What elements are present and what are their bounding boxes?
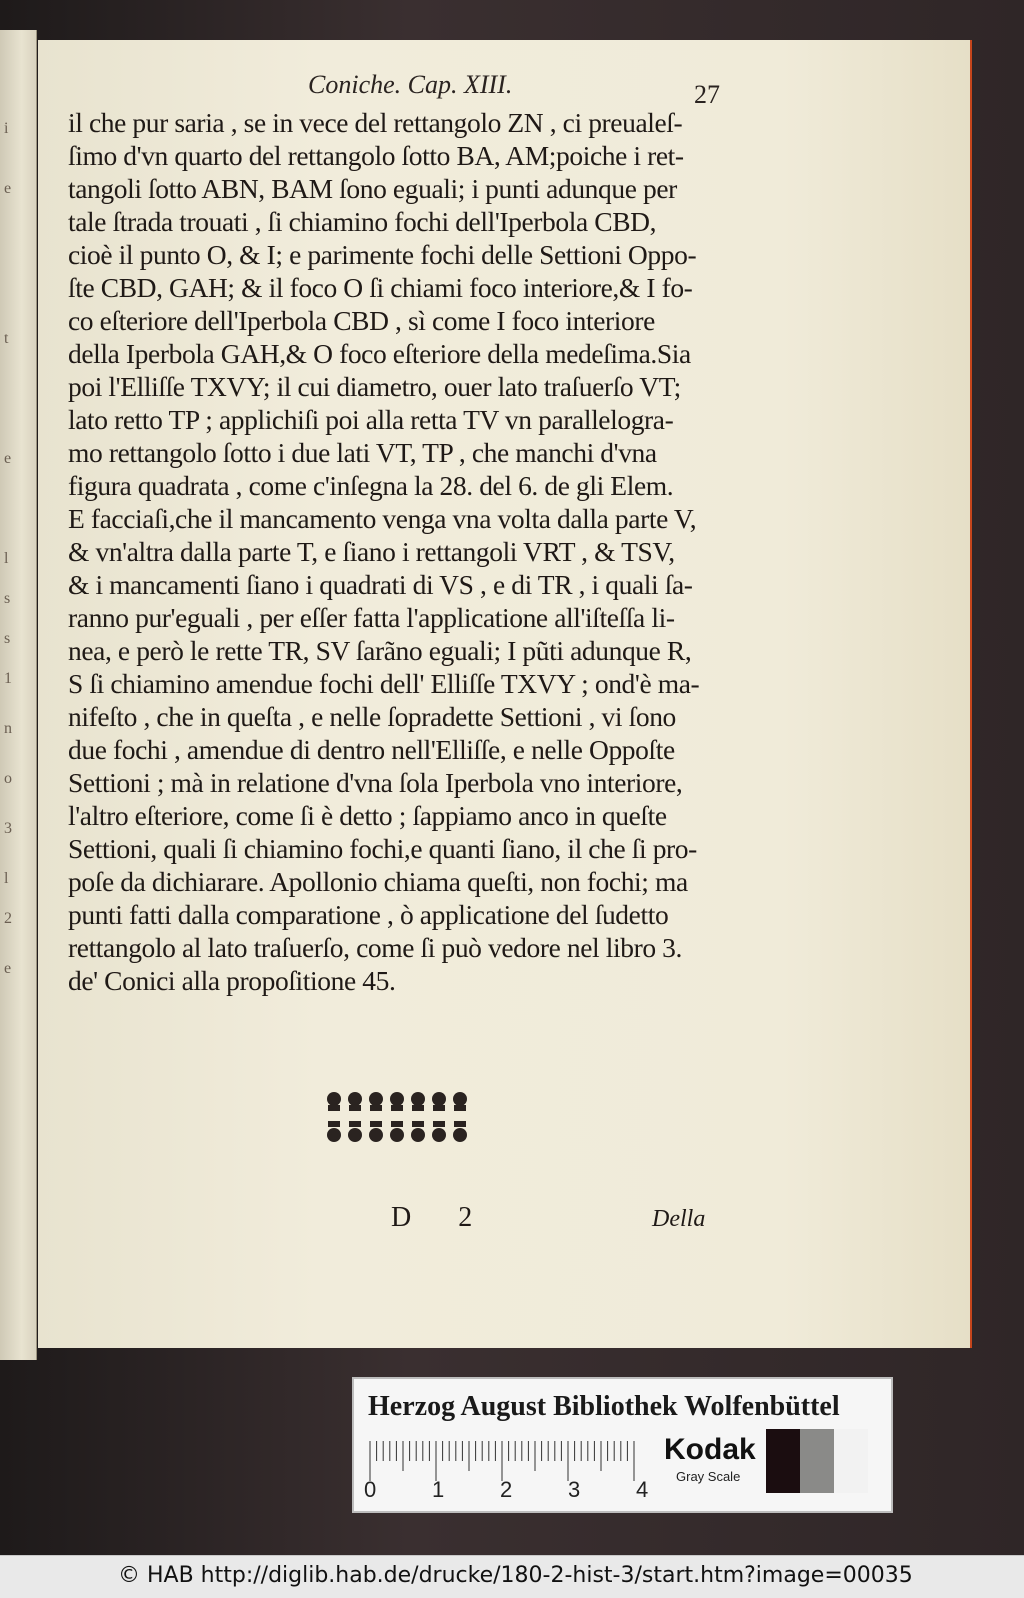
body-text bbox=[68, 106, 768, 997]
ruler-number: 2 bbox=[500, 1477, 513, 1502]
text-line: tangoli ſotto ABN, BAM ſono eguali; i punti adunque per bbox=[68, 173, 677, 204]
text-line: due fochi , amendue di dentro nell'Elliſſe, e nelle Oppoſte bbox=[68, 734, 675, 765]
ruler-number: 4 bbox=[636, 1477, 649, 1502]
gray-swatch-black bbox=[766, 1429, 800, 1493]
text-line: punti fatti dalla comparatione , ò applicatione del ſudetto bbox=[68, 899, 669, 930]
text-line: co eſteriore dell'Iperbola CBD , sì come I foco interiore bbox=[68, 305, 655, 336]
text-line: S ſi chiamino amendue fochi dell' Elliſſe TXVY ; ond'è ma- bbox=[68, 668, 700, 699]
text-line: mo rettangolo ſotto i due lati VT, TP , che manchi d'vna bbox=[68, 437, 657, 468]
text-line: nifeſto , che in queſta , e nelle ſopradette Settioni , vi ſono bbox=[68, 701, 676, 732]
copyright-notice: © HAB http://diglib.hab.de/drucke/180-2-hist-3/start.htm?image=00035 bbox=[118, 1563, 913, 1588]
text-line: cioè il punto O, & I; e parimente fochi delle Settioni Oppo- bbox=[68, 239, 697, 270]
text-line: ſimo d'vn quarto del rettangolo ſotto BA, AM;poiche i ret- bbox=[68, 140, 684, 171]
ruler-number: 1 bbox=[432, 1477, 445, 1502]
library-name: Herzog August Bibliothek Wolfenbüttel bbox=[368, 1391, 840, 1422]
text-line: Settioni ; mà in relatione d'vna ſola Iperbola vno interiore, bbox=[68, 767, 683, 798]
kodak-logo: Kodak bbox=[664, 1433, 756, 1466]
text-line: figura quadrata , come c'inſegna la 28. del 6. de gli Elem. bbox=[68, 470, 674, 501]
ruler-number: 3 bbox=[568, 1477, 581, 1502]
printers-ornament-icon bbox=[324, 1085, 474, 1149]
text-line: poſe da dichiarare. Apollonio chiama queſti, non fochi; ma bbox=[68, 866, 688, 897]
ruler-number: 0 bbox=[364, 1477, 377, 1502]
text-line: l'altro eſteriore, come ſi è detto ; ſappiamo anco in queſte bbox=[68, 800, 667, 831]
footer-bar bbox=[0, 1555, 1024, 1598]
text-line: lato retto TP ; applichiſi poi alla retta TV vn parallelogra- bbox=[68, 404, 674, 435]
signature-mark: D 2 bbox=[391, 1202, 493, 1233]
text-line: & i mancamenti ſiano i quadrati di VS , e di TR , i quali ſa- bbox=[68, 569, 693, 600]
text-line: il che pur saria , se in vece del rettangolo ZN , ci preualeſ- bbox=[68, 107, 683, 138]
text-line: ranno pur'eguali , per eſſer fatta l'applicatione all'iſteſſa li- bbox=[68, 602, 675, 633]
gray-swatch-white bbox=[834, 1429, 868, 1493]
book-page bbox=[38, 40, 970, 1348]
catchword: Della bbox=[652, 1206, 706, 1232]
text-line: rettangolo al lato traſuerſo, come ſi può vedore nel libro 3. bbox=[68, 932, 683, 963]
previous-page-edge: i e t e l s s 1 n o 3 l 2 e bbox=[0, 30, 37, 1360]
gray-scale-label: Gray Scale bbox=[676, 1469, 741, 1484]
text-line: & vn'altra dalla parte T, e ſiano i rettangoli VRT , & TSV, bbox=[68, 536, 675, 567]
text-line: tale ſtrada trouati , ſi chiamino fochi dell'Iperbola CBD, bbox=[68, 206, 657, 237]
running-head: Coniche. Cap. XIII. bbox=[308, 70, 513, 99]
text-line: ſte CBD, GAH; & il foco O ſi chiami foco interiore,& I fo- bbox=[68, 272, 693, 303]
text-line: de' Conici alla propoſitione 45. bbox=[68, 965, 396, 996]
color-calibration-card bbox=[352, 1377, 893, 1513]
gray-swatch-mid bbox=[800, 1429, 834, 1493]
ruler-scale bbox=[368, 1439, 638, 1481]
text-line: Settioni, quali ſi chiamino fochi,e quanti ſiano, il che ſi pro- bbox=[68, 833, 697, 864]
text-line: della Iperbola GAH,& O foco eſteriore della medeſima.Sia bbox=[68, 338, 691, 369]
text-line: E facciaſi,che il mancamento venga vna volta dalla parte V, bbox=[68, 503, 697, 534]
page-number: 27 bbox=[694, 80, 720, 109]
text-line: nea, e però le rette TR, SV ſarãno eguali; I pũti adunque R, bbox=[68, 635, 692, 666]
text-line: poi l'Elliſſe TXVY; il cui diametro, ouer lato traſuerſo VT; bbox=[68, 371, 681, 402]
